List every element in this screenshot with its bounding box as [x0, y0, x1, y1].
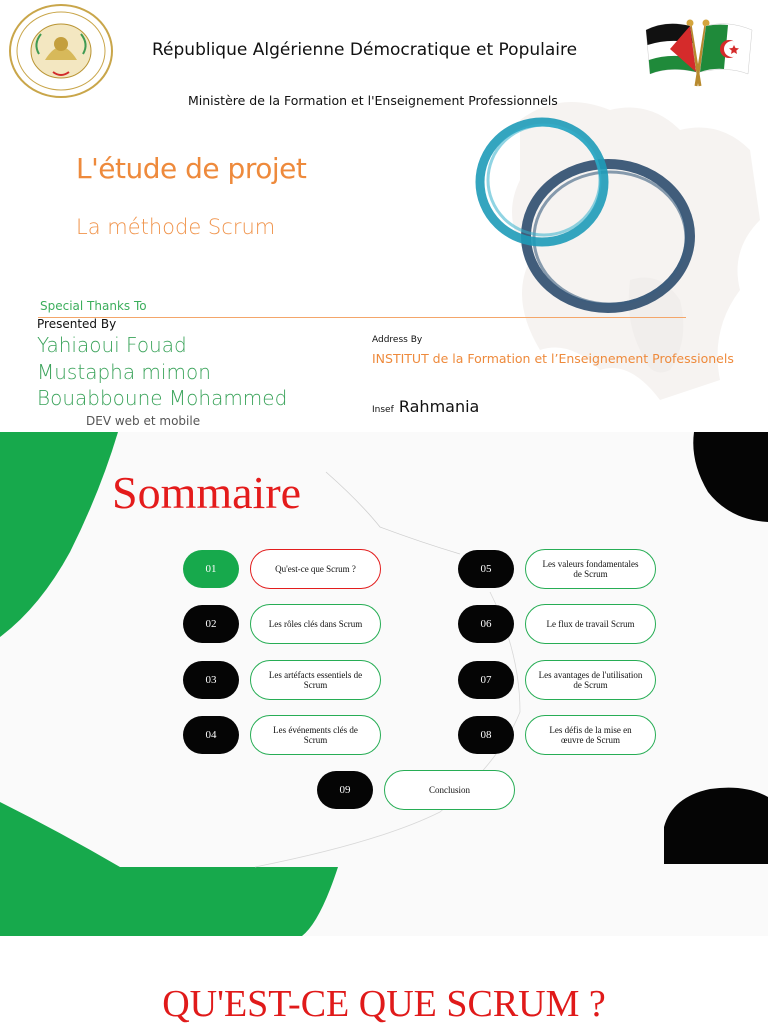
divider-line — [38, 317, 686, 318]
member-name: Bouabboune Mohammed — [37, 386, 288, 410]
toc-number-08[interactable]: 08 — [458, 716, 514, 754]
insef-label: Insef — [372, 405, 394, 415]
location — [372, 397, 479, 416]
toc-number-03[interactable]: 03 — [183, 661, 239, 699]
project-subtitle: La méthode Scrum — [76, 215, 276, 239]
special-thanks-label: Special Thanks To — [40, 299, 147, 313]
presented-by-label: Presented By — [37, 317, 117, 331]
palestine-algeria-flags-icon — [640, 16, 756, 88]
toc-item-workflow[interactable]: Le flux de travail Scrum — [525, 604, 656, 644]
brush-circles-icon — [470, 110, 700, 316]
section-slide — [0, 936, 768, 1024]
toc-number-06[interactable]: 06 — [458, 605, 514, 643]
toc-item-events[interactable]: Les événements clés de Scrum — [250, 715, 381, 755]
member-name: Mustapha mimon — [37, 360, 211, 384]
ministry-seal-icon — [9, 4, 114, 99]
toc-number-04[interactable]: 04 — [183, 716, 239, 754]
section-title: QU'EST-CE QUE SCRUM ? — [162, 983, 606, 1024]
toc-item-what-is-scrum[interactable]: Qu'est-ce que Scrum ? — [250, 549, 381, 589]
program-label: DEV web et mobile — [86, 414, 201, 428]
institute-name: INSTITUT de la Formation et l’Enseignement Professionels — [372, 351, 734, 366]
sommaire-slide — [0, 432, 768, 936]
address-label: Address By — [372, 335, 423, 345]
project-title: L'étude de projet — [76, 152, 307, 185]
sommaire-title: Sommaire — [112, 467, 302, 518]
member-name: Yahiaoui Fouad — [37, 333, 187, 357]
toc-number-07[interactable]: 07 — [458, 661, 514, 699]
location-name: Rahmania — [398, 397, 480, 416]
toc-item-conclusion[interactable]: Conclusion — [384, 770, 515, 810]
republic-heading: République Algérienne Démocratique et Populaire — [152, 40, 578, 60]
toc-number-01[interactable]: 01 — [183, 550, 239, 588]
toc-item-advantages[interactable]: Les avantages de l'utilisation de Scrum — [525, 660, 656, 700]
cover-slide — [0, 0, 768, 432]
toc-number-09[interactable]: 09 — [317, 771, 373, 809]
toc-item-challenges[interactable]: Les défis de la mise en œuvre de Scrum — [525, 715, 656, 755]
ministry-heading: Ministère de la Formation et l'Enseignement Professionnels — [188, 93, 558, 108]
toc-number-02[interactable]: 02 — [183, 605, 239, 643]
toc-item-artifacts[interactable]: Les artéfacts essentiels de Scrum — [250, 660, 381, 700]
toc-item-roles[interactable]: Les rôles clés dans Scrum — [250, 604, 381, 644]
toc-item-values[interactable]: Les valeurs fondamentales de Scrum — [525, 549, 656, 589]
toc-number-05[interactable]: 05 — [458, 550, 514, 588]
